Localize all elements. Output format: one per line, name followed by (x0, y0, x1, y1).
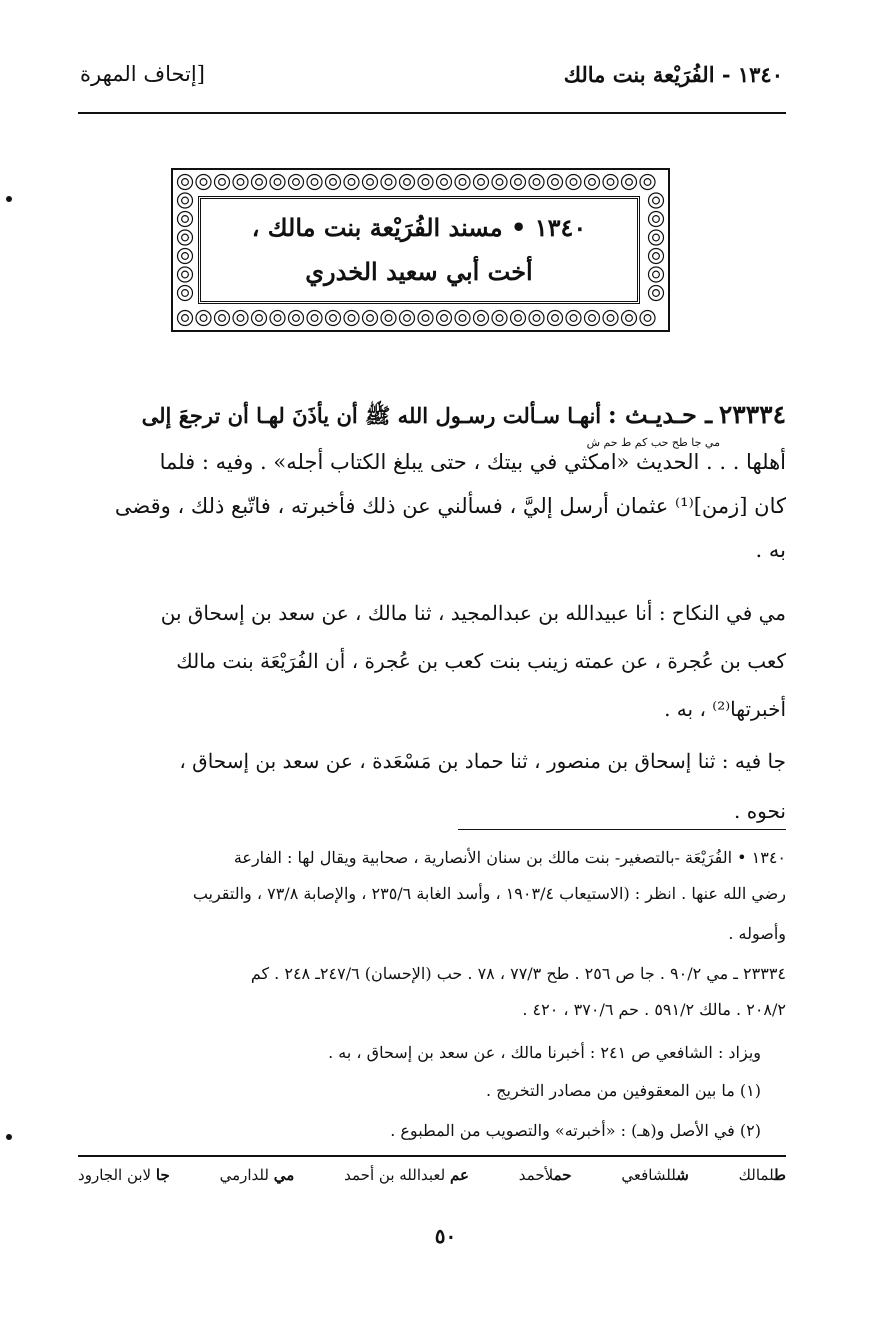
legend-rule (78, 1155, 786, 1157)
hadith-label: ـ حـديـث : (607, 400, 713, 429)
margin-dot (6, 1134, 12, 1140)
footnote-note-2: (٢) في الأصل و(هـ) : «أخبرته» والتصويب من المطبوع . (390, 1121, 761, 1140)
hadith-line-2: أهلها . . . الحديث «امكثي في بيتك ، حتى يبلغ الكتاب أجله» . وفيه : فلما (159, 450, 786, 474)
hadith-line-3: كان [زمن]⁽¹⁾ عثمان أرسل إليَّ ، فسألني عن ذلك فأخبرته ، فاتّبع ذلك ، وقضى (114, 494, 786, 518)
source-sigla: مي جا طح حب كم ط حم ش (586, 436, 720, 449)
isnad-line-2: كعب بن عُجرة ، عن عمته زينب بنت كعب بن عُجرة ، أن الفُرَيْعَة بنت مالك (176, 649, 786, 673)
isnad-line-1: مي في النكاح : أنا عبيدالله بن عبدالمجيد ، ثنا مالك ، عن سعد بن إسحاق بن (160, 601, 786, 625)
footnote-bio-1: ١٣٤٠ • الفُرَيْعَة -بالتصغير- بنت مالك بن سنان الأنصارية ، صحابية ويقال لها : الفارعة (233, 848, 786, 867)
isnad-line-3: أخبرتها⁽²⁾ ، به . (664, 697, 786, 721)
footnote-bio-2: رضي الله عنها . انظر : (الاستيعاب ١٩٠٣/٤ ، وأسد الغابة ٢٣٥/٦ ، والإصابة ٧٣/٨ ، والتقريب (192, 884, 786, 903)
hadith-number: ٢٣٣٣٤ (718, 400, 786, 429)
legend-item: عم لعبدالله بن أحمد (344, 1166, 469, 1184)
isnad-line-5: نحوه . (733, 799, 786, 823)
hadith-text (78, 393, 786, 572)
footnote-takhrij-1: ٢٣٣٣٤ ـ مي ٩٠/٢ . جا ص ٢٥٦ . طح ٧٧/٣ ، ٧٨ . حب (الإحسان) ٢٤٧/٦ـ ٢٤٨ . كم (250, 964, 786, 983)
footnote-extra: ويزاد : الشافعي ص ٢٤١ : أخبرنا مالك ، عن سعد بن إسحاق ، به . (328, 1043, 761, 1062)
footnote-takhrij-2: ٢٠٨/٢ . مالك ٥٩١/٢ . حم ٣٧٠/٦ ، ٤٢٠ . (522, 1000, 786, 1019)
abbreviation-legend (78, 1166, 786, 1184)
page-number: ٥٠ (434, 1224, 457, 1248)
footnote-rule (458, 829, 786, 830)
legend-item: جا لابن الجارود (78, 1166, 170, 1184)
legend-item: طلمالك (738, 1166, 786, 1184)
legend-item: شللشافعي (621, 1166, 689, 1184)
margin-dot (6, 196, 12, 202)
hadith-line-1: أنهـا سـألت رسـول الله ﷺ أن يأذَنَ لهـا أن ترجعَ إلى (141, 403, 602, 428)
isnad-line-4: جا فيه : ثنا إسحاق بن منصور ، ثنا حماد بن مَسْعَدة ، عن سعد بن إسحاق ، (179, 749, 786, 773)
running-header-book: [إتحاف المهرة (80, 62, 205, 86)
legend-item: حملأحمد (518, 1166, 572, 1184)
chapter-title-line2: أخت أبي سعيد الخدري (305, 257, 533, 286)
chapter-title-line1: ١٣٤٠ • مسند الفُرَيْعة بنت مالك ، (251, 213, 587, 242)
footnote-note-1: (١) ما بين المعقوفين من مصادر التخريج . (486, 1081, 761, 1100)
header-rule (78, 112, 786, 114)
hadith-line (78, 393, 786, 438)
hadith-line-4: به . (755, 538, 786, 562)
legend-item: مي للدارمي (219, 1166, 295, 1184)
chapter-title-box (198, 196, 640, 304)
footnote-bio-3: وأصوله . (728, 924, 786, 943)
running-header-title: ١٣٤٠ - الفُرَيْعة بنت مالك (563, 62, 783, 87)
